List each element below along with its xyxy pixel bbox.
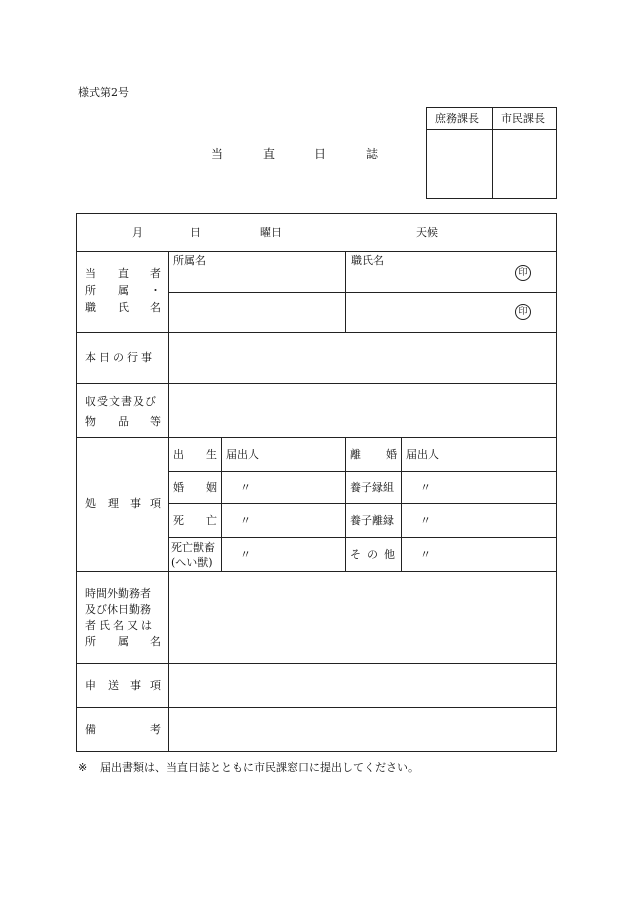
weather-label: 天候 bbox=[416, 226, 438, 239]
approval-stamp-cell[interactable] bbox=[493, 130, 556, 198]
received-docs-label: 収受文書及び bbox=[85, 395, 157, 408]
label-char: 項 bbox=[150, 497, 161, 510]
overtime-label: 者氏名又は bbox=[85, 619, 155, 632]
today-events-label: 本日の行事 bbox=[85, 351, 155, 364]
ditto-mark: 〃 bbox=[420, 514, 431, 527]
ditto-mark: 〃 bbox=[240, 514, 251, 527]
marriage-label: 姻 bbox=[206, 481, 217, 494]
divorce-label: 婚 bbox=[386, 448, 397, 461]
adoption-label: 養子縁組 bbox=[350, 481, 394, 494]
divorce-notifier-field[interactable] bbox=[442, 438, 556, 471]
footnote: 届出書類は、当直日誌とともに市民課窓口に提出してください。 bbox=[100, 761, 419, 774]
label-char: 備 bbox=[85, 723, 96, 736]
name-label: 職氏名 bbox=[351, 254, 384, 267]
ditto-mark: 〃 bbox=[420, 481, 431, 494]
label-char: 事 bbox=[130, 497, 141, 510]
ditto-mark: 〃 bbox=[240, 548, 251, 561]
weekday-label: 曜日 bbox=[260, 226, 282, 239]
label-char: 者 bbox=[150, 267, 161, 280]
animal-death-label: 死亡獣畜 bbox=[171, 541, 215, 554]
label-char: 品 bbox=[118, 415, 129, 428]
day-label: 日 bbox=[190, 226, 201, 239]
label-char: 事 bbox=[130, 679, 141, 692]
title-char: 誌 bbox=[366, 147, 379, 161]
death-label: 亡 bbox=[206, 514, 217, 527]
label-char: 物 bbox=[85, 415, 96, 428]
title-char: 直 bbox=[263, 147, 276, 161]
overtime-label: 及び休日勤務 bbox=[85, 603, 151, 616]
label-char: 所 bbox=[85, 284, 96, 297]
notifier-label: 届出人 bbox=[226, 448, 259, 461]
label-char: 申 bbox=[85, 679, 96, 692]
birth-label: 生 bbox=[206, 448, 217, 461]
death-label: 死 bbox=[173, 514, 184, 527]
marriage-label: 婚 bbox=[173, 481, 184, 494]
birth-label: 出 bbox=[173, 448, 184, 461]
approval-stamp-cell[interactable] bbox=[427, 130, 492, 198]
remarks-field[interactable] bbox=[169, 708, 556, 751]
overtime-field[interactable] bbox=[169, 572, 556, 663]
label-char: 職 bbox=[85, 301, 96, 314]
form-number: 様式第2号 bbox=[78, 86, 129, 99]
name-field[interactable] bbox=[346, 293, 506, 332]
label-char: 当 bbox=[85, 267, 96, 280]
divorce-label: 離 bbox=[350, 448, 361, 461]
label-char: 項 bbox=[150, 679, 161, 692]
animal-death-sublabel: (へい獣) bbox=[171, 556, 213, 569]
affiliation-field[interactable] bbox=[169, 293, 345, 332]
other-label: そ bbox=[350, 548, 361, 561]
other-label: 他 bbox=[384, 548, 395, 561]
affiliation-field[interactable] bbox=[169, 266, 345, 292]
seal-icon: 印 bbox=[515, 304, 531, 320]
title-char: 当 bbox=[211, 147, 224, 161]
label-char: 理 bbox=[108, 497, 119, 510]
notifier-label: 届出人 bbox=[406, 448, 439, 461]
affiliation-label: 所属名 bbox=[173, 254, 206, 267]
label-char: 名 bbox=[150, 301, 161, 314]
today-events-field[interactable] bbox=[169, 333, 556, 383]
adoption-dissolution-label: 養子離縁 bbox=[350, 514, 394, 527]
label-char: 所 bbox=[85, 635, 96, 648]
label-char: 氏 bbox=[118, 301, 129, 314]
handover-field[interactable] bbox=[169, 664, 556, 707]
ditto-mark: 〃 bbox=[240, 481, 251, 494]
overtime-label: 時間外勤務者 bbox=[85, 587, 151, 600]
label-char: 考 bbox=[150, 723, 161, 736]
label-char: 名 bbox=[150, 635, 161, 648]
label-char: 属 bbox=[118, 635, 129, 648]
ditto-mark: 〃 bbox=[420, 548, 431, 561]
label-char: 属 bbox=[118, 284, 129, 297]
month-label: 月 bbox=[132, 226, 143, 239]
label-char: ・ bbox=[150, 284, 161, 297]
birth-notifier-field[interactable] bbox=[262, 438, 345, 471]
other-label: の bbox=[367, 548, 378, 561]
received-docs-field[interactable] bbox=[169, 384, 556, 437]
name-field[interactable] bbox=[346, 266, 506, 292]
approval-header-general-affairs: 庶務課長 bbox=[435, 112, 479, 125]
label-char: 送 bbox=[108, 679, 119, 692]
seal-icon: 印 bbox=[515, 265, 531, 281]
footnote-mark: ※ bbox=[78, 761, 88, 774]
approval-header-citizen-affairs: 市民課長 bbox=[501, 112, 545, 125]
title-char: 日 bbox=[314, 147, 327, 161]
label-char: 処 bbox=[85, 497, 96, 510]
label-char: 直 bbox=[118, 267, 129, 280]
label-char: 等 bbox=[150, 415, 161, 428]
